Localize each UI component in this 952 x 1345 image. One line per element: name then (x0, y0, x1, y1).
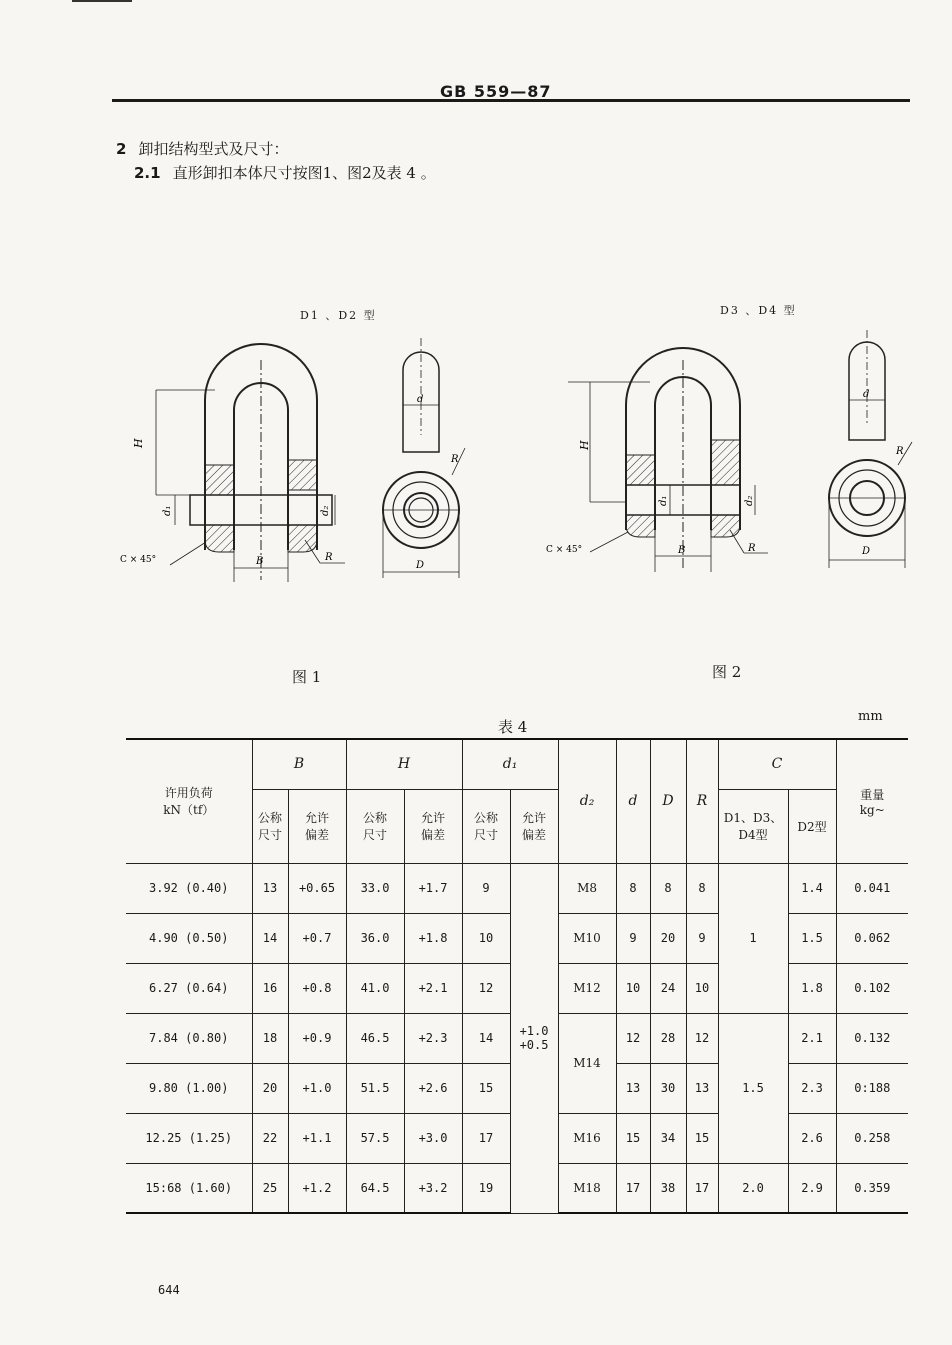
table-row: 15:68 (1.60) 25 +1.2 64.5 +3.2 19 M18 17 38 17 2.0 2.9 0.359 (126, 1163, 908, 1213)
fig1-chamfer-label: C × 45° (120, 555, 157, 565)
fig1-R2-label: R (451, 454, 459, 465)
figure1-drawing (120, 330, 480, 590)
section-2-heading (116, 138, 288, 159)
fig1-H-label: H (132, 438, 145, 448)
d1-tolerance-merged: +1.0 +0.5 (510, 863, 558, 1213)
fig1-B-label: B (256, 556, 264, 567)
header-H-tolerance: 允许 偏差 (404, 789, 462, 863)
table-row: 4.90 (0.50) 14 +0.7 36.0 +1.8 10 M10 9 20 9 1.5 0.062 (126, 913, 908, 963)
subsection-number: 2.1 (134, 164, 161, 182)
subsection-text: 直形卸扣本体尺寸按图1、图2及表 4 。 (172, 164, 436, 182)
figure2-caption: 图 2 (712, 663, 742, 681)
header-H: H (346, 739, 462, 789)
fig2-d1-label: d₁ (658, 495, 669, 506)
header-B-nominal: 公称 尺寸 (252, 789, 288, 863)
table-row: 6.27 (0.64) 16 +0.8 41.0 +2.1 12 M12 10 24 10 1.8 0.102 (126, 963, 908, 1013)
C1-merged-b: 1.5 (718, 1013, 788, 1163)
header-d: d (616, 739, 650, 863)
fig2-D-label: D (862, 546, 871, 557)
table-row: 7.84 (0.80) 18 +0.9 46.5 +2.3 14 M14 12 28 12 1.5 2.1 0.132 (126, 1013, 908, 1063)
header-B: B (252, 739, 346, 789)
section-title: 卸扣结构型式及尺寸： (138, 140, 289, 158)
standard-header: GB 559—87 (440, 82, 552, 101)
top-edge-rule (72, 0, 132, 2)
header-B-tolerance: 允许 偏差 (288, 789, 346, 863)
header-C-sub2: D2型 (788, 789, 836, 863)
header-R: R (686, 739, 718, 863)
fig1-d1-label: d₁ (162, 505, 173, 516)
figure1-caption: 图 1 (292, 668, 322, 686)
header-d1-tolerance: 允许 偏差 (510, 789, 558, 863)
dimensions-table (126, 738, 908, 1214)
section-2-1 (134, 162, 436, 183)
fig1-d-label: d (417, 394, 424, 405)
C1-merged-a: 1 (718, 863, 788, 1013)
table-title: 表 4 (498, 718, 528, 736)
table-row: 3.92 (0.40) 13 +0.65 33.0 +1.7 9 +1.0 +0.5 M8 8 8 8 1 1.4 0.041 (126, 863, 908, 913)
fig2-chamfer-label: C × 45° (546, 545, 583, 555)
page-number: 644 (158, 1283, 180, 1297)
header-C: C (718, 739, 836, 789)
fig1-d2-label: d₂ (320, 505, 331, 516)
header-load: 许用负荷 kN（tf） (126, 739, 252, 863)
C1-merged-c: 2.0 (718, 1163, 788, 1213)
figure2-type-label: D3 、D4 型 (720, 304, 797, 317)
table-row: 12.25 (1.25) 22 +1.1 57.5 +3.0 17 M16 15 34 15 2.6 0.258 (126, 1113, 908, 1163)
header-weight: 重量 kg~ (836, 739, 908, 863)
fig2-B-label: B (678, 545, 686, 556)
fig1-D-label: D (416, 560, 425, 571)
header-d1: d₁ (462, 739, 558, 789)
fig2-R2-label: R (896, 446, 904, 457)
section-number: 2 (116, 140, 127, 158)
header-D: D (650, 739, 686, 863)
fig1-R-label: R (325, 552, 333, 563)
table-row: 9.80 (1.00) 20 +1.0 51.5 +2.6 15 13 30 13 2.3 0:188 (126, 1063, 908, 1113)
fig2-H-label: H (578, 440, 591, 450)
d2-M14-merged: M14 (558, 1013, 616, 1113)
figure1-type-label: D1 、D2 型 (300, 309, 377, 322)
header-H-nominal: 公称 尺寸 (346, 789, 404, 863)
figure2-drawing (540, 320, 920, 580)
table-unit: mm (858, 709, 883, 724)
fig2-R-label: R (748, 543, 756, 554)
fig2-d2-label: d₂ (744, 495, 755, 506)
header-rule (112, 99, 910, 102)
header-C-sub1: D1、D3、 D4型 (718, 789, 788, 863)
header-d2: d₂ (558, 739, 616, 863)
header-d1-nominal: 公称 尺寸 (462, 789, 510, 863)
fig2-d-label: d (863, 389, 870, 400)
